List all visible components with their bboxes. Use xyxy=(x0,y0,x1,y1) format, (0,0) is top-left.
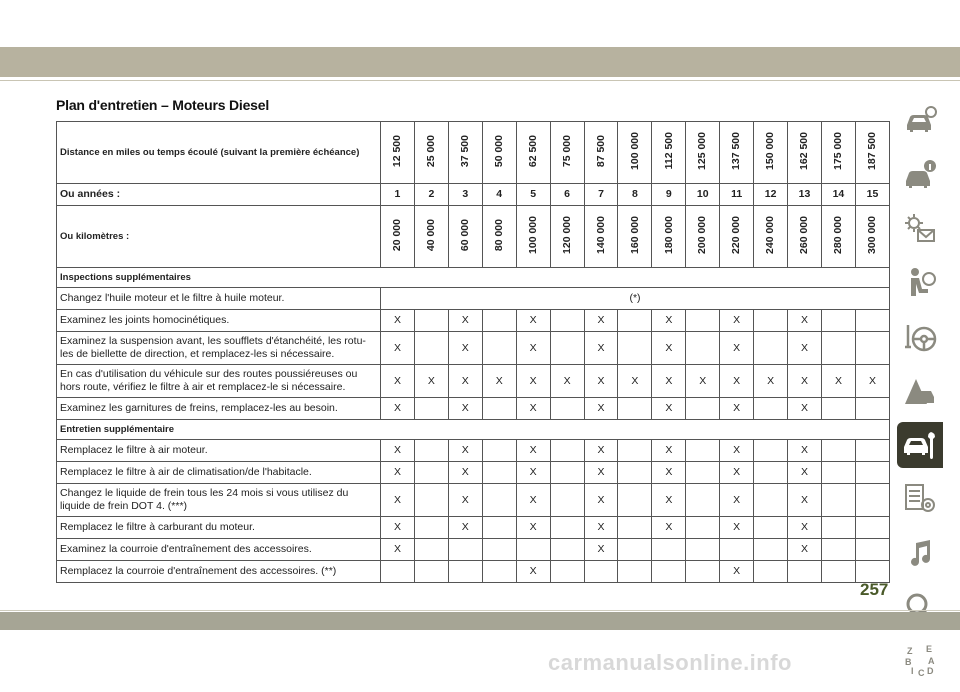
schedule-cell: X xyxy=(788,310,822,332)
schedule-cell: X xyxy=(381,310,415,332)
miles-cell: 175 000 xyxy=(821,122,855,184)
miles-cell: 112 500 xyxy=(652,122,686,184)
miles-cell: 150 000 xyxy=(754,122,788,184)
miles-cell: 37 500 xyxy=(448,122,482,184)
lights-message-icon xyxy=(902,211,938,247)
schedule-cell xyxy=(448,561,482,583)
schedule-cell: X xyxy=(584,539,618,561)
schedule-cell xyxy=(686,517,720,539)
schedule-cell: X xyxy=(482,365,516,398)
schedule-cell: X xyxy=(381,484,415,517)
tab-car-service[interactable] xyxy=(897,422,943,468)
schedule-cell: X xyxy=(516,440,550,462)
schedule-cell: X xyxy=(448,440,482,462)
schedule-cell xyxy=(550,484,584,517)
year-cell: 10 xyxy=(686,184,720,206)
car-service-wrench-icon xyxy=(902,427,938,463)
schedule-cell: X xyxy=(652,517,686,539)
schedule-cell: X xyxy=(788,484,822,517)
schedule-cell: X xyxy=(652,440,686,462)
schedule-cell: X xyxy=(448,398,482,420)
table-row xyxy=(57,398,890,420)
miles-label: Distance en miles ou temps écoulé (suivant la première échéance) xyxy=(57,122,381,184)
row-label: Examinez la courroie d'entraînement des accessoires. xyxy=(57,539,381,561)
year-cell: 12 xyxy=(754,184,788,206)
km-cell: 280 000 xyxy=(821,206,855,268)
schedule-cell xyxy=(788,561,822,583)
schedule-cell: X xyxy=(652,310,686,332)
schedule-cell xyxy=(754,539,788,561)
schedule-cell: X xyxy=(584,484,618,517)
index-letters-icon xyxy=(902,643,938,679)
row-note: (*) xyxy=(381,288,890,310)
schedule-cell xyxy=(618,332,652,365)
km-cell: 60 000 xyxy=(448,206,482,268)
km-cell: 260 000 xyxy=(788,206,822,268)
schedule-cell: X xyxy=(516,310,550,332)
schedule-cell xyxy=(821,561,855,583)
schedule-cell: X xyxy=(788,332,822,365)
schedule-cell: X xyxy=(720,440,754,462)
schedule-cell: X xyxy=(381,462,415,484)
km-label: Ou kilomètres : xyxy=(57,206,381,268)
schedule-cell xyxy=(381,561,415,583)
schedule-cell xyxy=(686,398,720,420)
row-label: Remplacez le filtre à air de climatisation/de l'habitacle. xyxy=(57,462,381,484)
tab-road-warning[interactable] xyxy=(897,368,943,414)
schedule-cell xyxy=(754,462,788,484)
svg-text:E: E xyxy=(926,644,933,654)
schedule-cell xyxy=(855,310,889,332)
schedule-cell xyxy=(414,561,448,583)
schedule-cell: X xyxy=(788,517,822,539)
road-warning-icon xyxy=(902,373,938,409)
schedule-cell: X xyxy=(381,539,415,561)
schedule-cell xyxy=(821,310,855,332)
car-info-icon xyxy=(902,103,938,139)
schedule-cell xyxy=(754,398,788,420)
miles-cell: 162 500 xyxy=(788,122,822,184)
row-label: Remplacez le filtre à air moteur. xyxy=(57,440,381,462)
schedule-cell: X xyxy=(720,561,754,583)
year-cell: 2 xyxy=(414,184,448,206)
schedule-cell: X xyxy=(584,332,618,365)
miles-cell: 137 500 xyxy=(720,122,754,184)
schedule-cell: X xyxy=(381,365,415,398)
watermark: carmanualsonline.info xyxy=(548,650,792,675)
schedule-cell: X xyxy=(788,365,822,398)
multimedia-icon xyxy=(902,535,938,571)
schedule-cell xyxy=(414,332,448,365)
schedule-cell xyxy=(855,440,889,462)
year-cell: 8 xyxy=(618,184,652,206)
year-cell: 14 xyxy=(821,184,855,206)
table-row xyxy=(57,365,890,398)
schedule-cell: X xyxy=(584,462,618,484)
schedule-cell: X xyxy=(788,539,822,561)
table-row xyxy=(57,462,890,484)
year-cell: 5 xyxy=(516,184,550,206)
schedule-cell: X xyxy=(448,484,482,517)
bottom-rule xyxy=(0,610,960,611)
miles-cell: 125 000 xyxy=(686,122,720,184)
section-row xyxy=(57,420,890,440)
schedule-cell: X xyxy=(584,365,618,398)
schedule-cell xyxy=(652,561,686,583)
schedule-cell xyxy=(855,332,889,365)
schedule-cell: X xyxy=(448,332,482,365)
years-label: Ou années : xyxy=(57,184,381,206)
schedule-cell xyxy=(414,440,448,462)
schedule-cell: X xyxy=(516,365,550,398)
maintenance-table xyxy=(56,121,890,583)
tab-lights-message[interactable] xyxy=(897,206,943,252)
schedule-cell xyxy=(821,484,855,517)
year-cell: 6 xyxy=(550,184,584,206)
schedule-cell xyxy=(414,539,448,561)
schedule-cell xyxy=(618,398,652,420)
schedule-cell: X xyxy=(788,462,822,484)
schedule-cell xyxy=(482,484,516,517)
schedule-cell xyxy=(482,440,516,462)
svg-text:C: C xyxy=(918,668,925,678)
steering-controls-icon xyxy=(902,319,938,355)
schedule-cell: X xyxy=(516,462,550,484)
schedule-cell: X xyxy=(720,310,754,332)
schedule-cell xyxy=(618,539,652,561)
km-cell: 180 000 xyxy=(652,206,686,268)
tab-car-info[interactable] xyxy=(897,98,943,144)
section-entretien: Entretien supplémentaire xyxy=(57,420,890,440)
schedule-cell: X xyxy=(821,365,855,398)
schedule-cell xyxy=(754,440,788,462)
tab-steering-controls[interactable] xyxy=(897,314,943,360)
schedule-cell xyxy=(550,332,584,365)
table-row xyxy=(57,332,890,365)
schedule-cell xyxy=(550,517,584,539)
row-label: Remplacez la courroie d'entraînement des accessoires. (**) xyxy=(57,561,381,583)
schedule-cell: X xyxy=(584,310,618,332)
table-row xyxy=(57,288,890,310)
schedule-cell xyxy=(550,310,584,332)
schedule-cell xyxy=(414,517,448,539)
schedule-cell: X xyxy=(720,462,754,484)
year-cell: 11 xyxy=(720,184,754,206)
top-rule xyxy=(0,80,960,81)
tab-index[interactable] xyxy=(897,638,943,684)
row-label: En cas d'utilisation du véhicule sur des routes poussiéreuses ou hors route, vérifiez le filtre à air et remplacez-le si nécessaire. xyxy=(57,365,381,398)
km-cell: 40 000 xyxy=(414,206,448,268)
schedule-cell xyxy=(550,539,584,561)
miles-cell: 87 500 xyxy=(584,122,618,184)
schedule-cell xyxy=(686,561,720,583)
schedule-cell xyxy=(550,440,584,462)
schedule-cell xyxy=(550,398,584,420)
schedule-cell: X xyxy=(516,398,550,420)
tab-multimedia[interactable] xyxy=(897,530,943,576)
schedule-cell xyxy=(482,539,516,561)
schedule-cell xyxy=(516,539,550,561)
schedule-cell xyxy=(754,484,788,517)
miles-cell: 100 000 xyxy=(618,122,652,184)
schedule-cell xyxy=(686,310,720,332)
years-row xyxy=(57,184,890,206)
schedule-cell xyxy=(414,462,448,484)
table-row xyxy=(57,539,890,561)
schedule-cell xyxy=(686,440,720,462)
schedule-cell xyxy=(686,484,720,517)
schedule-cell xyxy=(821,332,855,365)
svg-text:B: B xyxy=(905,657,912,667)
km-cell: 160 000 xyxy=(618,206,652,268)
table-row xyxy=(57,310,890,332)
miles-cell: 25 000 xyxy=(414,122,448,184)
schedule-cell xyxy=(482,332,516,365)
year-cell: 15 xyxy=(855,184,889,206)
schedule-cell: X xyxy=(381,332,415,365)
km-cell: 80 000 xyxy=(482,206,516,268)
schedule-cell: X xyxy=(516,484,550,517)
schedule-cell xyxy=(482,462,516,484)
tab-airbag-person[interactable] xyxy=(897,260,943,306)
schedule-cell: X xyxy=(448,365,482,398)
specifications-gear-icon xyxy=(902,481,938,517)
schedule-cell: X xyxy=(584,440,618,462)
schedule-cell xyxy=(618,310,652,332)
schedule-cell: X xyxy=(516,517,550,539)
schedule-cell xyxy=(720,539,754,561)
schedule-cell: X xyxy=(720,398,754,420)
section-row xyxy=(57,268,890,288)
schedule-cell xyxy=(686,462,720,484)
km-cell: 200 000 xyxy=(686,206,720,268)
miles-cell: 50 000 xyxy=(482,122,516,184)
schedule-cell xyxy=(855,539,889,561)
schedule-cell: X xyxy=(652,332,686,365)
schedule-cell xyxy=(754,332,788,365)
schedule-cell: X xyxy=(381,398,415,420)
schedule-cell: X xyxy=(720,332,754,365)
schedule-cell xyxy=(584,561,618,583)
svg-text:Z: Z xyxy=(907,646,913,656)
miles-row xyxy=(57,122,890,184)
airbag-person-icon xyxy=(902,265,938,301)
schedule-cell xyxy=(414,398,448,420)
km-cell: 140 000 xyxy=(584,206,618,268)
schedule-cell xyxy=(754,310,788,332)
schedule-cell: X xyxy=(720,484,754,517)
schedule-cell xyxy=(618,517,652,539)
miles-cell: 12 500 xyxy=(381,122,415,184)
schedule-cell xyxy=(821,539,855,561)
schedule-cell xyxy=(754,517,788,539)
schedule-cell xyxy=(482,398,516,420)
schedule-cell xyxy=(821,398,855,420)
row-label: Examinez les joints homocinétiques. xyxy=(57,310,381,332)
row-label: Changez le liquide de frein tous les 24 mois si vous utilisez du liquide de frein DOT 4. (***) xyxy=(57,484,381,517)
table-row xyxy=(57,517,890,539)
row-label: Remplacez le filtre à carburant du moteur. xyxy=(57,517,381,539)
year-cell: 9 xyxy=(652,184,686,206)
row-label: Examinez les garnitures de freins, remplacez-les au besoin. xyxy=(57,398,381,420)
schedule-cell xyxy=(618,462,652,484)
schedule-cell xyxy=(482,517,516,539)
schedule-cell: X xyxy=(516,561,550,583)
chapter-tabs xyxy=(897,98,947,692)
km-cell: 220 000 xyxy=(720,206,754,268)
schedule-cell: X xyxy=(414,365,448,398)
schedule-cell: X xyxy=(788,398,822,420)
schedule-cell xyxy=(414,310,448,332)
miles-cell: 187 500 xyxy=(855,122,889,184)
schedule-cell: X xyxy=(652,484,686,517)
schedule-cell xyxy=(482,310,516,332)
year-cell: 3 xyxy=(448,184,482,206)
schedule-cell: X xyxy=(720,517,754,539)
schedule-cell xyxy=(550,561,584,583)
section-inspections: Inspections supplémentaires xyxy=(57,268,890,288)
km-cell: 240 000 xyxy=(754,206,788,268)
schedule-cell xyxy=(652,539,686,561)
year-cell: 13 xyxy=(788,184,822,206)
schedule-cell: X xyxy=(618,365,652,398)
schedule-cell: X xyxy=(448,462,482,484)
miles-cell: 75 000 xyxy=(550,122,584,184)
schedule-cell: X xyxy=(584,517,618,539)
schedule-cell: X xyxy=(855,365,889,398)
year-cell: 7 xyxy=(584,184,618,206)
table-row xyxy=(57,484,890,517)
schedule-cell xyxy=(855,398,889,420)
row-label: Changez l'huile moteur et le filtre à huile moteur. xyxy=(57,288,381,310)
schedule-cell xyxy=(855,517,889,539)
top-band xyxy=(0,47,960,77)
schedule-cell xyxy=(448,539,482,561)
km-cell: 100 000 xyxy=(516,206,550,268)
km-row xyxy=(57,206,890,268)
svg-text:I: I xyxy=(911,666,914,676)
warning-info-icon xyxy=(902,157,938,193)
schedule-cell xyxy=(550,462,584,484)
year-cell: 4 xyxy=(482,184,516,206)
schedule-cell xyxy=(821,462,855,484)
schedule-cell xyxy=(618,440,652,462)
schedule-cell: X xyxy=(381,440,415,462)
schedule-cell: X xyxy=(448,310,482,332)
svg-text:D: D xyxy=(927,666,934,676)
tab-specifications[interactable] xyxy=(897,476,943,522)
schedule-cell: X xyxy=(720,365,754,398)
schedule-cell: X xyxy=(584,398,618,420)
schedule-cell xyxy=(754,561,788,583)
schedule-cell: X xyxy=(754,365,788,398)
schedule-cell xyxy=(821,517,855,539)
km-cell: 300 000 xyxy=(855,206,889,268)
miles-cell: 62 500 xyxy=(516,122,550,184)
schedule-cell xyxy=(855,484,889,517)
schedule-cell xyxy=(482,561,516,583)
schedule-cell xyxy=(414,484,448,517)
schedule-cell: X xyxy=(448,517,482,539)
schedule-cell: X xyxy=(516,332,550,365)
schedule-cell xyxy=(855,462,889,484)
svg-text:A: A xyxy=(928,656,935,666)
schedule-cell xyxy=(618,561,652,583)
year-cell: 1 xyxy=(381,184,415,206)
table-row xyxy=(57,561,890,583)
schedule-cell: X xyxy=(381,517,415,539)
schedule-cell xyxy=(686,332,720,365)
km-cell: 20 000 xyxy=(381,206,415,268)
page-number: 257 xyxy=(860,580,889,599)
schedule-cell: X xyxy=(652,398,686,420)
bottom-band xyxy=(0,612,960,630)
schedule-cell: X xyxy=(686,365,720,398)
km-cell: 120 000 xyxy=(550,206,584,268)
row-label: Examinez la suspension avant, les soufflets d'étanchéité, les rotu-les de biellette de direction, et remplacez-les si nécessaire. xyxy=(57,332,381,365)
schedule-cell: X xyxy=(788,440,822,462)
schedule-cell xyxy=(821,440,855,462)
schedule-cell xyxy=(686,539,720,561)
page-title: Plan d'entretien – Moteurs Diesel xyxy=(56,97,270,113)
schedule-cell: X xyxy=(652,365,686,398)
tab-warning-info[interactable] xyxy=(897,152,943,198)
schedule-cell: X xyxy=(550,365,584,398)
schedule-cell xyxy=(618,484,652,517)
schedule-cell: X xyxy=(652,462,686,484)
table-row xyxy=(57,440,890,462)
